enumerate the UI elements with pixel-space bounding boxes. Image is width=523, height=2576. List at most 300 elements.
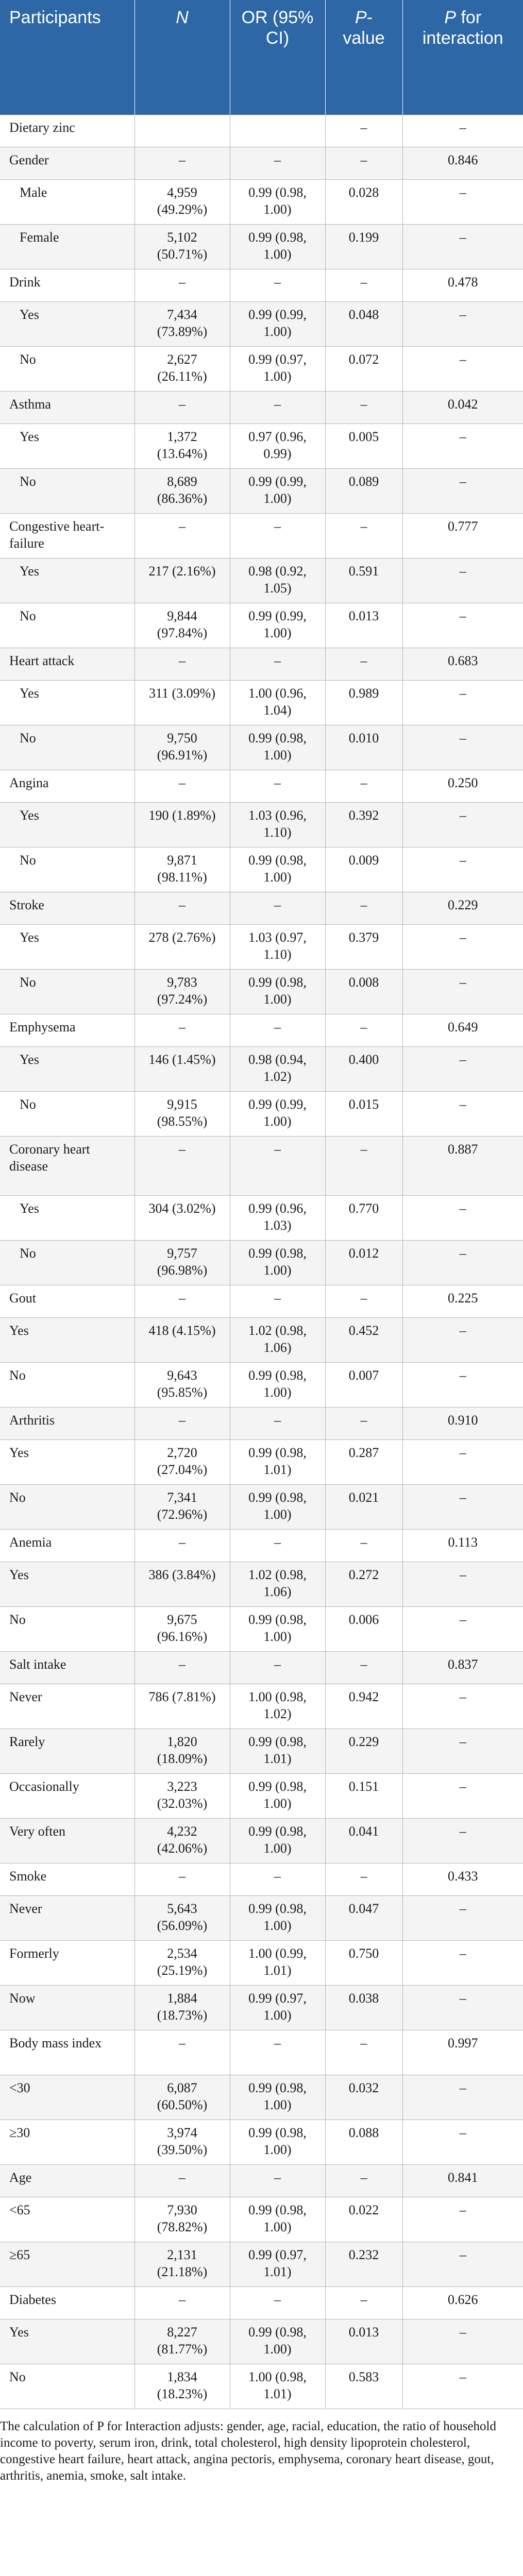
cell-p-value: 0.199 bbox=[325, 225, 402, 269]
table-row bbox=[0, 925, 523, 970]
table-row bbox=[0, 681, 523, 725]
cell-or-ci: – bbox=[230, 147, 325, 180]
cell-p-value: 0.089 bbox=[325, 469, 402, 514]
table-row bbox=[0, 1363, 523, 1408]
cell-p-interaction: – bbox=[402, 848, 523, 892]
cell-or-ci: 1.03 (0.96, 1.10) bbox=[230, 803, 325, 848]
cell-or-ci: 0.99 (0.98, 1.00) bbox=[230, 2075, 325, 2120]
cell-participant: No bbox=[0, 1363, 134, 1408]
cell-p-value: – bbox=[325, 1652, 402, 1684]
cell-p-value: – bbox=[325, 2030, 402, 2075]
table-row bbox=[0, 424, 523, 469]
table-row bbox=[0, 770, 523, 803]
cell-or-ci: – bbox=[230, 269, 325, 302]
cell-n: 2,534 (25.19%) bbox=[134, 1941, 230, 1986]
table-row bbox=[0, 347, 523, 392]
cell-p-value: 0.229 bbox=[325, 1729, 402, 1774]
table-row bbox=[0, 225, 523, 269]
cell-or-ci: 1.02 (0.98, 1.06) bbox=[230, 1318, 325, 1363]
cell-p-interaction: – bbox=[402, 558, 523, 603]
cell-p-interaction: – bbox=[402, 424, 523, 469]
cell-participant: Body mass index bbox=[0, 2030, 134, 2075]
cell-p-interaction: – bbox=[402, 1092, 523, 1137]
table-row bbox=[0, 469, 523, 514]
cell-p-interaction: – bbox=[402, 925, 523, 970]
cell-participant: No bbox=[0, 347, 134, 392]
cell-n: 7,434 (73.89%) bbox=[134, 302, 230, 347]
cell-participant: Arthritis bbox=[0, 1408, 134, 1440]
cell-p-interaction: – bbox=[402, 803, 523, 848]
cell-or-ci: – bbox=[230, 2287, 325, 2319]
cell-participant: Yes bbox=[0, 558, 134, 603]
cell-n: – bbox=[134, 1285, 230, 1318]
table-row bbox=[0, 1092, 523, 1137]
cell-p-interaction: 0.626 bbox=[402, 2287, 523, 2319]
table-row bbox=[0, 1896, 523, 1941]
cell-n: – bbox=[134, 147, 230, 180]
cell-participant: Stroke bbox=[0, 892, 134, 925]
header-p-value bbox=[325, 0, 402, 115]
cell-participant: Rarely bbox=[0, 1729, 134, 1774]
cell-or-ci: 0.99 (0.98, 1.00) bbox=[230, 225, 325, 269]
cell-or-ci: – bbox=[230, 2030, 325, 2075]
cell-or-ci: – bbox=[230, 648, 325, 681]
cell-n: 418 (4.15%) bbox=[134, 1318, 230, 1363]
cell-p-interaction: – bbox=[402, 2120, 523, 2165]
cell-p-value: 0.007 bbox=[325, 1363, 402, 1408]
table-row bbox=[0, 1986, 523, 2030]
cell-p-value: 0.048 bbox=[325, 302, 402, 347]
cell-or-ci: 0.99 (0.99, 1.00) bbox=[230, 469, 325, 514]
cell-p-interaction: – bbox=[402, 1774, 523, 1819]
cell-n: 9,675 (96.16%) bbox=[134, 1607, 230, 1652]
cell-n: 3,223 (32.03%) bbox=[134, 1774, 230, 1819]
cell-p-interaction: – bbox=[402, 469, 523, 514]
table-header-row bbox=[0, 0, 523, 115]
table-row bbox=[0, 1440, 523, 1485]
cell-n: – bbox=[134, 892, 230, 925]
cell-p-value: – bbox=[325, 1530, 402, 1562]
cell-or-ci: 0.99 (0.98, 1.00) bbox=[230, 1607, 325, 1652]
cell-participant: Yes bbox=[0, 1318, 134, 1363]
cell-p-value: – bbox=[325, 392, 402, 424]
table-row bbox=[0, 2242, 523, 2287]
cell-n: 386 (3.84%) bbox=[134, 1562, 230, 1607]
table-row bbox=[0, 970, 523, 1014]
cell-n: 9,844 (97.84%) bbox=[134, 603, 230, 648]
cell-p-interaction: – bbox=[402, 2075, 523, 2120]
cell-or-ci: 0.99 (0.97, 1.01) bbox=[230, 2242, 325, 2287]
cell-p-value: 0.022 bbox=[325, 2197, 402, 2242]
cell-p-interaction: – bbox=[402, 1562, 523, 1607]
cell-n: 2,627 (26.11%) bbox=[134, 347, 230, 392]
cell-or-ci: – bbox=[230, 1014, 325, 1047]
table-row bbox=[0, 514, 523, 558]
table-row bbox=[0, 269, 523, 302]
cell-p-value: 0.989 bbox=[325, 681, 402, 725]
cell-participant: No bbox=[0, 469, 134, 514]
cell-participant: Yes bbox=[0, 1047, 134, 1092]
table-row bbox=[0, 115, 523, 147]
cell-or-ci: 0.99 (0.98, 1.00) bbox=[230, 725, 325, 770]
cell-n bbox=[134, 115, 230, 147]
cell-p-interaction: 0.887 bbox=[402, 1137, 523, 1196]
cell-p-value: – bbox=[325, 770, 402, 803]
cell-p-value: – bbox=[325, 1137, 402, 1196]
cell-participant: Drink bbox=[0, 269, 134, 302]
cell-p-interaction: – bbox=[402, 115, 523, 147]
cell-p-interaction: – bbox=[402, 1986, 523, 2030]
cell-p-interaction: – bbox=[402, 1941, 523, 1986]
cell-p-interaction: 0.777 bbox=[402, 514, 523, 558]
cell-participant: Angina bbox=[0, 770, 134, 803]
cell-participant: <30 bbox=[0, 2075, 134, 2120]
cell-p-interaction: – bbox=[402, 603, 523, 648]
cell-participant: ≥65 bbox=[0, 2242, 134, 2287]
cell-n: 8,689 (86.36%) bbox=[134, 469, 230, 514]
cell-or-ci: 0.99 (0.98, 1.00) bbox=[230, 1819, 325, 1863]
cell-p-value: 0.013 bbox=[325, 603, 402, 648]
footnote-text: The calculation of P for Interaction adjusts: gender, age, racial, education, the ratio of household income to poverty, serum iron, drink, total cholesterol, high density lipoprotein cholesterol, congestive heart failure, heart attack, angina pectoris, emphysema, coronary heart disease, gout, arthritis, anemia, smoke, salt intake. bbox=[0, 2419, 497, 2483]
cell-p-value: – bbox=[325, 648, 402, 681]
table-row bbox=[0, 892, 523, 925]
cell-n: 9,915 (98.55%) bbox=[134, 1092, 230, 1137]
cell-n: – bbox=[134, 1652, 230, 1684]
cell-p-interaction: 0.649 bbox=[402, 1014, 523, 1047]
cell-participant: ≥30 bbox=[0, 2120, 134, 2165]
table-row bbox=[0, 848, 523, 892]
cell-p-value: 0.013 bbox=[325, 2319, 402, 2364]
cell-p-interaction: 0.229 bbox=[402, 892, 523, 925]
cell-p-interaction: 0.846 bbox=[402, 147, 523, 180]
cell-n: 278 (2.76%) bbox=[134, 925, 230, 970]
cell-or-ci: 1.00 (0.96, 1.04) bbox=[230, 681, 325, 725]
cell-or-ci: – bbox=[230, 1285, 325, 1318]
cell-participant: No bbox=[0, 1241, 134, 1285]
cell-p-value: – bbox=[325, 1863, 402, 1896]
table-row bbox=[0, 1241, 523, 1285]
cell-n: 4,959 (49.29%) bbox=[134, 180, 230, 225]
cell-n: 7,930 (78.82%) bbox=[134, 2197, 230, 2242]
cell-p-interaction: – bbox=[402, 1607, 523, 1652]
cell-or-ci: 0.99 (0.98, 1.00) bbox=[230, 2197, 325, 2242]
header-p-value-label: P-value bbox=[343, 8, 385, 48]
cell-n: – bbox=[134, 514, 230, 558]
cell-p-interaction: 0.478 bbox=[402, 269, 523, 302]
cell-or-ci: 0.99 (0.98, 1.00) bbox=[230, 2319, 325, 2364]
table-row bbox=[0, 2165, 523, 2197]
cell-p-interaction: – bbox=[402, 2242, 523, 2287]
cell-p-value: 0.047 bbox=[325, 1896, 402, 1941]
cell-p-interaction: – bbox=[402, 1896, 523, 1941]
cell-p-value: 0.750 bbox=[325, 1941, 402, 1986]
cell-or-ci: 0.99 (0.99, 1.00) bbox=[230, 302, 325, 347]
cell-participant: Dietary zinc bbox=[0, 115, 134, 147]
header-participants: Participants bbox=[0, 0, 134, 115]
table-row bbox=[0, 1196, 523, 1241]
cell-n: – bbox=[134, 770, 230, 803]
cell-or-ci: 0.99 (0.98, 1.01) bbox=[230, 1729, 325, 1774]
cell-n: 9,750 (96.91%) bbox=[134, 725, 230, 770]
cell-p-interaction: – bbox=[402, 1440, 523, 1485]
cell-p-interaction: 0.225 bbox=[402, 1285, 523, 1318]
cell-or-ci: – bbox=[230, 1530, 325, 1562]
cell-participant: Female bbox=[0, 225, 134, 269]
cell-p-interaction: – bbox=[402, 347, 523, 392]
cell-p-interaction: – bbox=[402, 1363, 523, 1408]
cell-n: 304 (3.02%) bbox=[134, 1196, 230, 1241]
cell-or-ci: 0.99 (0.96, 1.03) bbox=[230, 1196, 325, 1241]
table-row bbox=[0, 603, 523, 648]
cell-participant: Yes bbox=[0, 1440, 134, 1485]
cell-n: – bbox=[134, 1530, 230, 1562]
cell-participant: No bbox=[0, 970, 134, 1014]
cell-or-ci: 0.99 (0.98, 1.00) bbox=[230, 970, 325, 1014]
cell-n: – bbox=[134, 1014, 230, 1047]
cell-p-value: 0.008 bbox=[325, 970, 402, 1014]
cell-p-interaction: – bbox=[402, 302, 523, 347]
cell-p-interaction: – bbox=[402, 970, 523, 1014]
table-row bbox=[0, 1137, 523, 1196]
cell-p-value: – bbox=[325, 147, 402, 180]
cell-participant: Male bbox=[0, 180, 134, 225]
cell-p-interaction: 0.250 bbox=[402, 770, 523, 803]
cell-participant: No bbox=[0, 2364, 134, 2409]
table-row bbox=[0, 2197, 523, 2242]
table-row bbox=[0, 1652, 523, 1684]
cell-p-value: – bbox=[325, 1408, 402, 1440]
cell-participant: No bbox=[0, 1092, 134, 1137]
cell-or-ci: 1.02 (0.98, 1.06) bbox=[230, 1562, 325, 1607]
cell-p-value: 0.591 bbox=[325, 558, 402, 603]
cell-n: 146 (1.45%) bbox=[134, 1047, 230, 1092]
cell-p-value: – bbox=[325, 514, 402, 558]
cell-or-ci: – bbox=[230, 2165, 325, 2197]
cell-n: 217 (2.16%) bbox=[134, 558, 230, 603]
cell-or-ci: 0.99 (0.98, 1.00) bbox=[230, 848, 325, 892]
cell-or-ci: – bbox=[230, 1652, 325, 1684]
table-row bbox=[0, 1318, 523, 1363]
cell-participant: Smoke bbox=[0, 1863, 134, 1896]
cell-p-interaction: – bbox=[402, 180, 523, 225]
cell-or-ci: 0.99 (0.98, 1.00) bbox=[230, 1774, 325, 1819]
cell-n: 4,232 (42.06%) bbox=[134, 1819, 230, 1863]
cell-participant: No bbox=[0, 848, 134, 892]
table-row bbox=[0, 302, 523, 347]
table-row bbox=[0, 1530, 523, 1562]
cell-or-ci: 0.98 (0.94, 1.02) bbox=[230, 1047, 325, 1092]
cell-p-value: 0.015 bbox=[325, 1092, 402, 1137]
cell-participant: Never bbox=[0, 1896, 134, 1941]
cell-p-interaction: 0.113 bbox=[402, 1530, 523, 1562]
cell-n: 786 (7.81%) bbox=[134, 1684, 230, 1729]
cell-p-value: – bbox=[325, 115, 402, 147]
cell-or-ci: 0.99 (0.98, 1.00) bbox=[230, 1896, 325, 1941]
cell-n: 5,102 (50.71%) bbox=[134, 225, 230, 269]
cell-p-interaction: 0.433 bbox=[402, 1863, 523, 1896]
cell-participant: Asthma bbox=[0, 392, 134, 424]
cell-n: 7,341 (72.96%) bbox=[134, 1485, 230, 1530]
cell-p-value: 0.005 bbox=[325, 424, 402, 469]
cell-or-ci: 0.97 (0.96, 0.99) bbox=[230, 424, 325, 469]
table-row bbox=[0, 2287, 523, 2319]
cell-n: 1,820 (18.09%) bbox=[134, 1729, 230, 1774]
cell-p-interaction: 0.910 bbox=[402, 1408, 523, 1440]
table-row bbox=[0, 1729, 523, 1774]
cell-or-ci: – bbox=[230, 1408, 325, 1440]
cell-or-ci: 0.99 (0.98, 1.00) bbox=[230, 180, 325, 225]
table-row bbox=[0, 392, 523, 424]
cell-p-value: 0.012 bbox=[325, 1241, 402, 1285]
cell-n: 2,131 (21.18%) bbox=[134, 2242, 230, 2287]
cell-n: 8,227 (81.77%) bbox=[134, 2319, 230, 2364]
cell-or-ci: 0.99 (0.98, 1.00) bbox=[230, 1363, 325, 1408]
cell-or-ci: 0.98 (0.92, 1.05) bbox=[230, 558, 325, 603]
cell-p-value: 0.006 bbox=[325, 1607, 402, 1652]
cell-participant: Yes bbox=[0, 925, 134, 970]
cell-p-interaction: – bbox=[402, 1047, 523, 1092]
table-row bbox=[0, 2120, 523, 2165]
cell-p-interaction: 0.997 bbox=[402, 2030, 523, 2075]
cell-n: – bbox=[134, 1863, 230, 1896]
cell-participant: Yes bbox=[0, 1196, 134, 1241]
cell-participant: No bbox=[0, 725, 134, 770]
cell-or-ci: 0.99 (0.99, 1.00) bbox=[230, 1092, 325, 1137]
cell-participant: Now bbox=[0, 1986, 134, 2030]
cell-p-value: – bbox=[325, 269, 402, 302]
header-n bbox=[134, 0, 230, 115]
cell-p-value: 0.009 bbox=[325, 848, 402, 892]
cell-p-value: 0.770 bbox=[325, 1196, 402, 1241]
cell-participant: Congestive heart-failure bbox=[0, 514, 134, 558]
cell-p-value: 0.151 bbox=[325, 1774, 402, 1819]
cell-or-ci bbox=[230, 115, 325, 147]
cell-p-interaction: – bbox=[402, 1196, 523, 1241]
cell-p-value: 0.088 bbox=[325, 2120, 402, 2165]
cell-n: 9,643 (95.85%) bbox=[134, 1363, 230, 1408]
cell-p-value: 0.010 bbox=[325, 725, 402, 770]
cell-participant: Gout bbox=[0, 1285, 134, 1318]
cell-p-value: – bbox=[325, 1014, 402, 1047]
cell-p-value: 0.583 bbox=[325, 2364, 402, 2409]
cell-participant: Yes bbox=[0, 1562, 134, 1607]
cell-n: 9,871 (98.11%) bbox=[134, 848, 230, 892]
table-row bbox=[0, 1485, 523, 1530]
cell-participant: No bbox=[0, 1485, 134, 1530]
cell-p-value: 0.379 bbox=[325, 925, 402, 970]
table-row bbox=[0, 1819, 523, 1863]
table-row bbox=[0, 147, 523, 180]
cell-participant: Yes bbox=[0, 681, 134, 725]
table-row bbox=[0, 1941, 523, 1986]
cell-n: 311 (3.09%) bbox=[134, 681, 230, 725]
cell-or-ci: 1.03 (0.97, 1.10) bbox=[230, 925, 325, 970]
table-row bbox=[0, 648, 523, 681]
cell-n: 3,974 (39.50%) bbox=[134, 2120, 230, 2165]
cell-or-ci: 0.99 (0.98, 1.01) bbox=[230, 1440, 325, 1485]
cell-p-value: 0.287 bbox=[325, 1440, 402, 1485]
table-row bbox=[0, 2075, 523, 2120]
cell-participant: Emphysema bbox=[0, 1014, 134, 1047]
cell-participant: Diabetes bbox=[0, 2287, 134, 2319]
cell-n: 1,834 (18.23%) bbox=[134, 2364, 230, 2409]
cell-p-value: – bbox=[325, 892, 402, 925]
header-or-ci: OR (95% CI) bbox=[230, 0, 325, 115]
cell-or-ci: 0.99 (0.98, 1.00) bbox=[230, 2120, 325, 2165]
cell-p-interaction: – bbox=[402, 725, 523, 770]
cell-n: – bbox=[134, 392, 230, 424]
table-footnote bbox=[0, 2409, 523, 2484]
cell-p-value: – bbox=[325, 2287, 402, 2319]
cell-n: 5,643 (56.09%) bbox=[134, 1896, 230, 1941]
cell-n: 1,884 (18.73%) bbox=[134, 1986, 230, 2030]
cell-p-interaction: – bbox=[402, 2364, 523, 2409]
cell-participant: Yes bbox=[0, 803, 134, 848]
table-row bbox=[0, 803, 523, 848]
cell-or-ci: 0.99 (0.97, 1.00) bbox=[230, 347, 325, 392]
cell-participant: Yes bbox=[0, 2319, 134, 2364]
cell-n: – bbox=[134, 2287, 230, 2319]
cell-or-ci: – bbox=[230, 770, 325, 803]
table-row bbox=[0, 2364, 523, 2409]
cell-n: – bbox=[134, 2165, 230, 2197]
cell-p-value: 0.392 bbox=[325, 803, 402, 848]
cell-p-interaction: – bbox=[402, 1684, 523, 1729]
table-row bbox=[0, 2030, 523, 2075]
cell-p-value: 0.028 bbox=[325, 180, 402, 225]
cell-participant: Never bbox=[0, 1684, 134, 1729]
table-row bbox=[0, 180, 523, 225]
table-row bbox=[0, 1285, 523, 1318]
cell-p-value: 0.272 bbox=[325, 1562, 402, 1607]
cell-participant: Occasionally bbox=[0, 1774, 134, 1819]
cell-p-value: 0.452 bbox=[325, 1318, 402, 1363]
cell-n: 1,372 (13.64%) bbox=[134, 424, 230, 469]
table-row bbox=[0, 725, 523, 770]
cell-n: – bbox=[134, 648, 230, 681]
cell-p-value: 0.021 bbox=[325, 1485, 402, 1530]
cell-p-interaction: 0.837 bbox=[402, 1652, 523, 1684]
cell-p-interaction: – bbox=[402, 1318, 523, 1363]
cell-p-interaction: – bbox=[402, 681, 523, 725]
table-row bbox=[0, 1774, 523, 1819]
cell-or-ci: 0.99 (0.98, 1.00) bbox=[230, 1241, 325, 1285]
cell-p-interaction: – bbox=[402, 1485, 523, 1530]
cell-participant: Coronary heart disease bbox=[0, 1137, 134, 1196]
table-body bbox=[0, 115, 523, 2409]
cell-p-value: 0.032 bbox=[325, 2075, 402, 2120]
cell-p-value: 0.038 bbox=[325, 1986, 402, 2030]
cell-n: 6,087 (60.50%) bbox=[134, 2075, 230, 2120]
cell-participant: Yes bbox=[0, 424, 134, 469]
table-row bbox=[0, 1014, 523, 1047]
cell-or-ci: 0.99 (0.98, 1.00) bbox=[230, 1485, 325, 1530]
cell-or-ci: – bbox=[230, 1863, 325, 1896]
table-row bbox=[0, 1408, 523, 1440]
cell-participant: No bbox=[0, 1607, 134, 1652]
cell-p-interaction: 0.683 bbox=[402, 648, 523, 681]
cell-participant: Formerly bbox=[0, 1941, 134, 1986]
cell-or-ci: 1.00 (0.99, 1.01) bbox=[230, 1941, 325, 1986]
cell-p-value: – bbox=[325, 1285, 402, 1318]
cell-or-ci: – bbox=[230, 392, 325, 424]
cell-p-interaction: – bbox=[402, 2197, 523, 2242]
cell-participant: Heart attack bbox=[0, 648, 134, 681]
cell-n: 9,757 (96.98%) bbox=[134, 1241, 230, 1285]
cell-or-ci: 0.99 (0.99, 1.00) bbox=[230, 603, 325, 648]
cell-p-value: 0.400 bbox=[325, 1047, 402, 1092]
table-row bbox=[0, 1562, 523, 1607]
